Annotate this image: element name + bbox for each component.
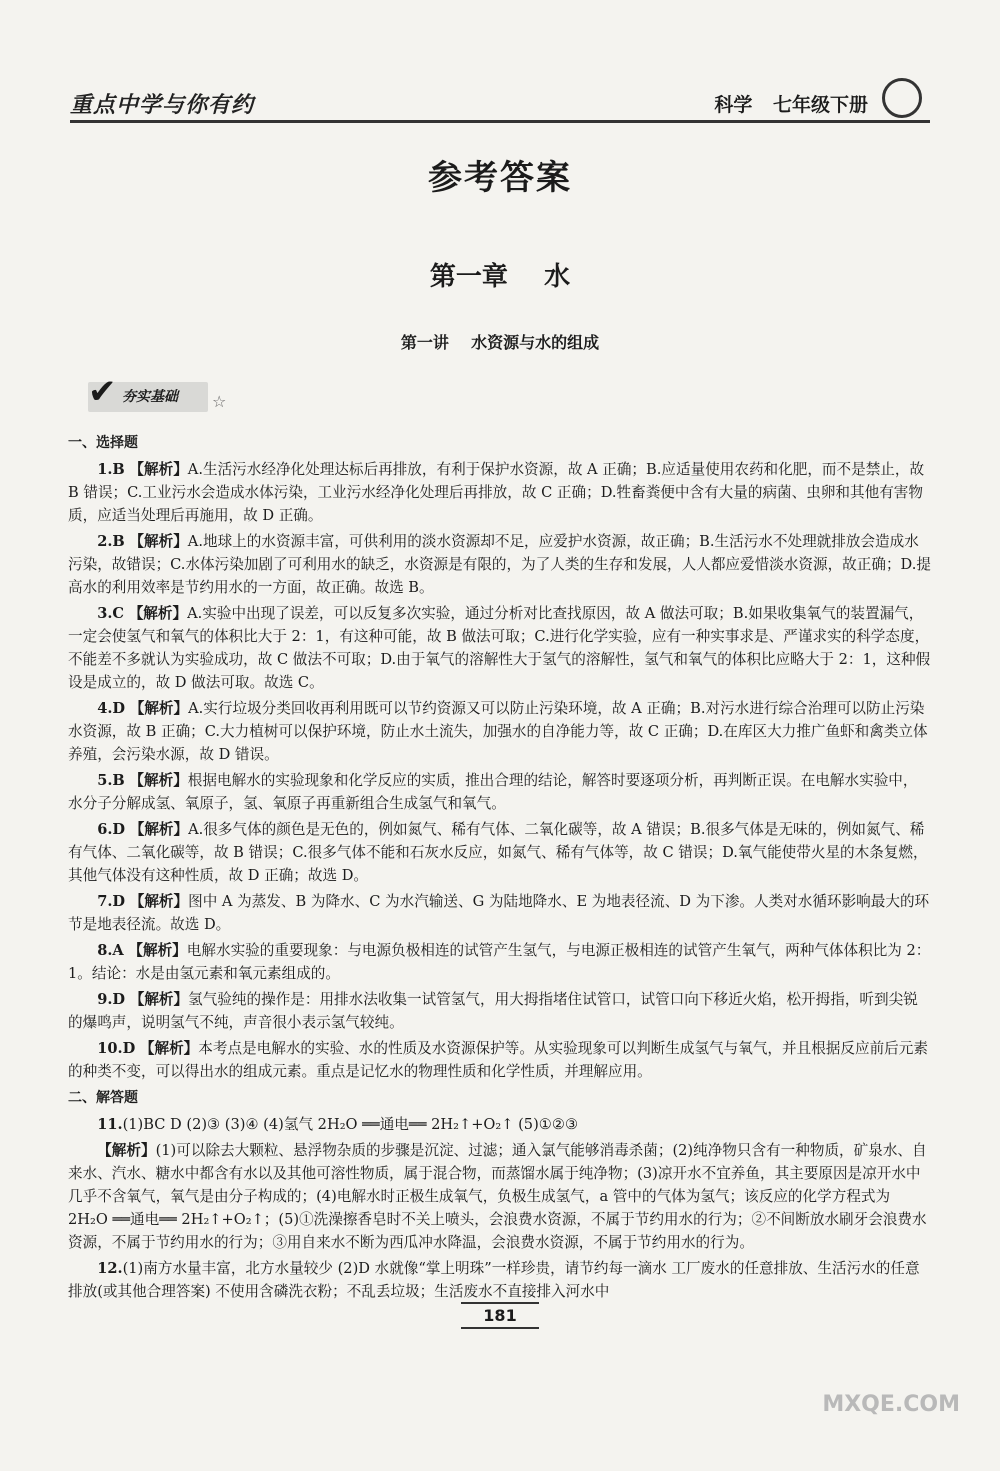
lecture-title: 第一讲 水资源与水的组成 (400, 333, 600, 352)
section-badge (88, 372, 238, 418)
answer-item: 8.A 【解析】电解水实验的重要现象：与电源负极相连的试管产生氢气，与电源正极相连的试管产生氧气，两种气体体积比为 2：1。结论：水是由氢元素和氧元素组成的。 (68, 942, 931, 982)
page-number: 181 (461, 1302, 538, 1329)
answer-item: 7.D 【解析】图中 A 为蒸发、B 为降水、C 为水汽输送、G 为陆地降水、E 为地表径流、D 为下渗。人类对水循环影响最大的环节是地表径流。故选 D。 (68, 893, 930, 933)
answer-item: 1.B 【解析】A.生活污水经净化处理达标后再排放，有利于保护水资源，故 A 正确；B.应适量使用农药和化肥，而不是禁止，故 B 错误；C.工业污水会造成水体污染，工业污水经净化处理后再排放，故 C 正确；D.牲畜粪便中含有大量的病菌、虫卵和其他有害物质，应适当处理后再施用，故 D 正确。 (68, 461, 925, 524)
answer-item-12: 12.(1)南方水量丰富，北方水量较少 (2)D 水就像“掌上明珠”一样珍贵，请节约每一滴水 工厂废水的任意排放、生活污水的任意排放(或其他合理答案) 不使用含磷洗衣粉；不乱丢垃圾；生活废水不直接排入河水中 (68, 1260, 920, 1300)
star-icon: ☆ (212, 392, 227, 411)
page-title: 参考答案 (428, 158, 572, 198)
answer-item: 5.B 【解析】根据电解水的实验现象和化学反应的实质，推出合理的结论，解答时要逐项分析，再判断正误。在电解水实验中，水分子分解成氢、氧原子，氢、氧原子再重新组合生成氢气和氧气。 (68, 772, 918, 812)
school-seal-icon (882, 78, 922, 118)
analysis-11: 【解析】(1)可以除去大颗粒、悬浮物杂质的步骤是沉淀、过滤；通入氯气能够消毒杀菌；(2)纯净物只含有一种物质，矿泉水、自来水、汽水、糖水中都含有水以及其他可溶性物质，属于混合物，而蒸馏水属于纯净物；(3)凉开水不宜养鱼，其主要原因是凉开水中几乎不含氧气，氧气是由分子构成的；(4)电解水时正极生成氧气，负极生成氢气，a 管中的气体为氢气；该反应的化学方程式为 2H₂O ══通电══ 2H₂↑+O₂↑；(5)①洗澡擦香皂时不关上喷头，会浪费水资源，不属于节约用水的行为；②不间断放水刷牙会浪费水资源，不属于节约用水的行为；③用自来水不断为西瓜冲水降温，会浪费水资源，不属于节约用水的行为。 (68, 1142, 927, 1251)
series-brand: 重点中学与你有约 (70, 93, 255, 118)
answer-item: 10.D 【解析】本考点是电解水的实验、水的性质及水资源保护等。从实验现象可以判断生成氢气与氧气，并且根据反应前后元素的种类不变，可以得出水的组成元素。重点是记忆水的物理性质和化学性质，并理解应用。 (68, 1040, 928, 1080)
watermark: MXQE.COM (822, 1392, 960, 1417)
badge-label: 夯实基础 (122, 389, 178, 405)
page-header (70, 78, 930, 120)
subject-grade: 科学 七年级下册 (714, 94, 868, 116)
chapter-title: 第一章 水 (429, 262, 571, 292)
answer-item: 4.D 【解析】A.实行垃圾分类回收再利用既可以节约资源又可以防止污染环境，故 A 正确；B.对污水进行综合治理可以防止污染水资源，故 B 正确；C.大力植树可以保护环境，防止水土流失，加强水的自净能力等，故 C 正确；D.在库区大力推广鱼虾和禽类立体养殖，会污染水源，故 D 错误。 (68, 700, 928, 763)
answer-item: 2.B 【解析】A.地球上的水资源丰富，可供利用的淡水资源却不足，应爱护水资源，故正确；B.生活污水不处理就排放会造成水污染，故错误；C.水体污染加剧了可利用水的缺乏，水资源是有限的，为了人类的生存和发展，人人都应爱惜淡水资源，故正确；D.提高水的利用效率是节约用水的一方面，故正确。故选 B。 (68, 533, 931, 596)
header-divider (70, 120, 930, 123)
page-footer (0, 1302, 1000, 1329)
section-heading-answer: 二、解答题 (68, 1090, 138, 1106)
section-heading-choice: 一、选择题 (68, 435, 138, 451)
answer-item-11: 11.(1)BC D (2)③ (3)④ (4)氢气 2H₂O ══通电══ 2H₂↑+O₂↑ (5)①②③ (97, 1116, 579, 1133)
answer-content (68, 428, 932, 1303)
answer-item: 9.D 【解析】氢气验纯的操作是：用排水法收集一试管氢气，用大拇指堵住试管口，试管口向下移近火焰，松开拇指，听到尖锐的爆鸣声，说明氢气不纯，声音很小表示氢气较纯。 (68, 991, 918, 1031)
answer-item: 3.C 【解析】A.实验中出现了误差，可以反复多次实验，通过分析对比查找原因，故 A 做法可取；B.如果收集氧气的装置漏气，一定会使氢气和氧气的体积比大于 2：1，有这种可能，故 B 做法可取；C.进行化学实验，应有一种实事求是、严谨求实的科学态度，不能差不多就认为实验成功，故 C 做法不可取；D.由于氧气的溶解性大于氢气的溶解性，氢气和氧气的体积比应略大于 2：1，这种假设是成立的，故 D 做法可取。故选 C。 (68, 605, 931, 691)
checkmark-icon: ✔ (88, 372, 117, 412)
answer-item: 6.D 【解析】A.很多气体的颜色是无色的，例如氮气、稀有气体、二氧化碳等，故 A 错误；B.很多气体是无味的，例如氮气、稀有气体、二氧化碳等，故 B 错误；C.很多气体不能和石灰水反应，如氮气、稀有气体等，故 C 错误；D.氧气能使带火星的木条复燃，其他气体没有这种性质，故 D 正确；故选 D。 (68, 821, 928, 884)
